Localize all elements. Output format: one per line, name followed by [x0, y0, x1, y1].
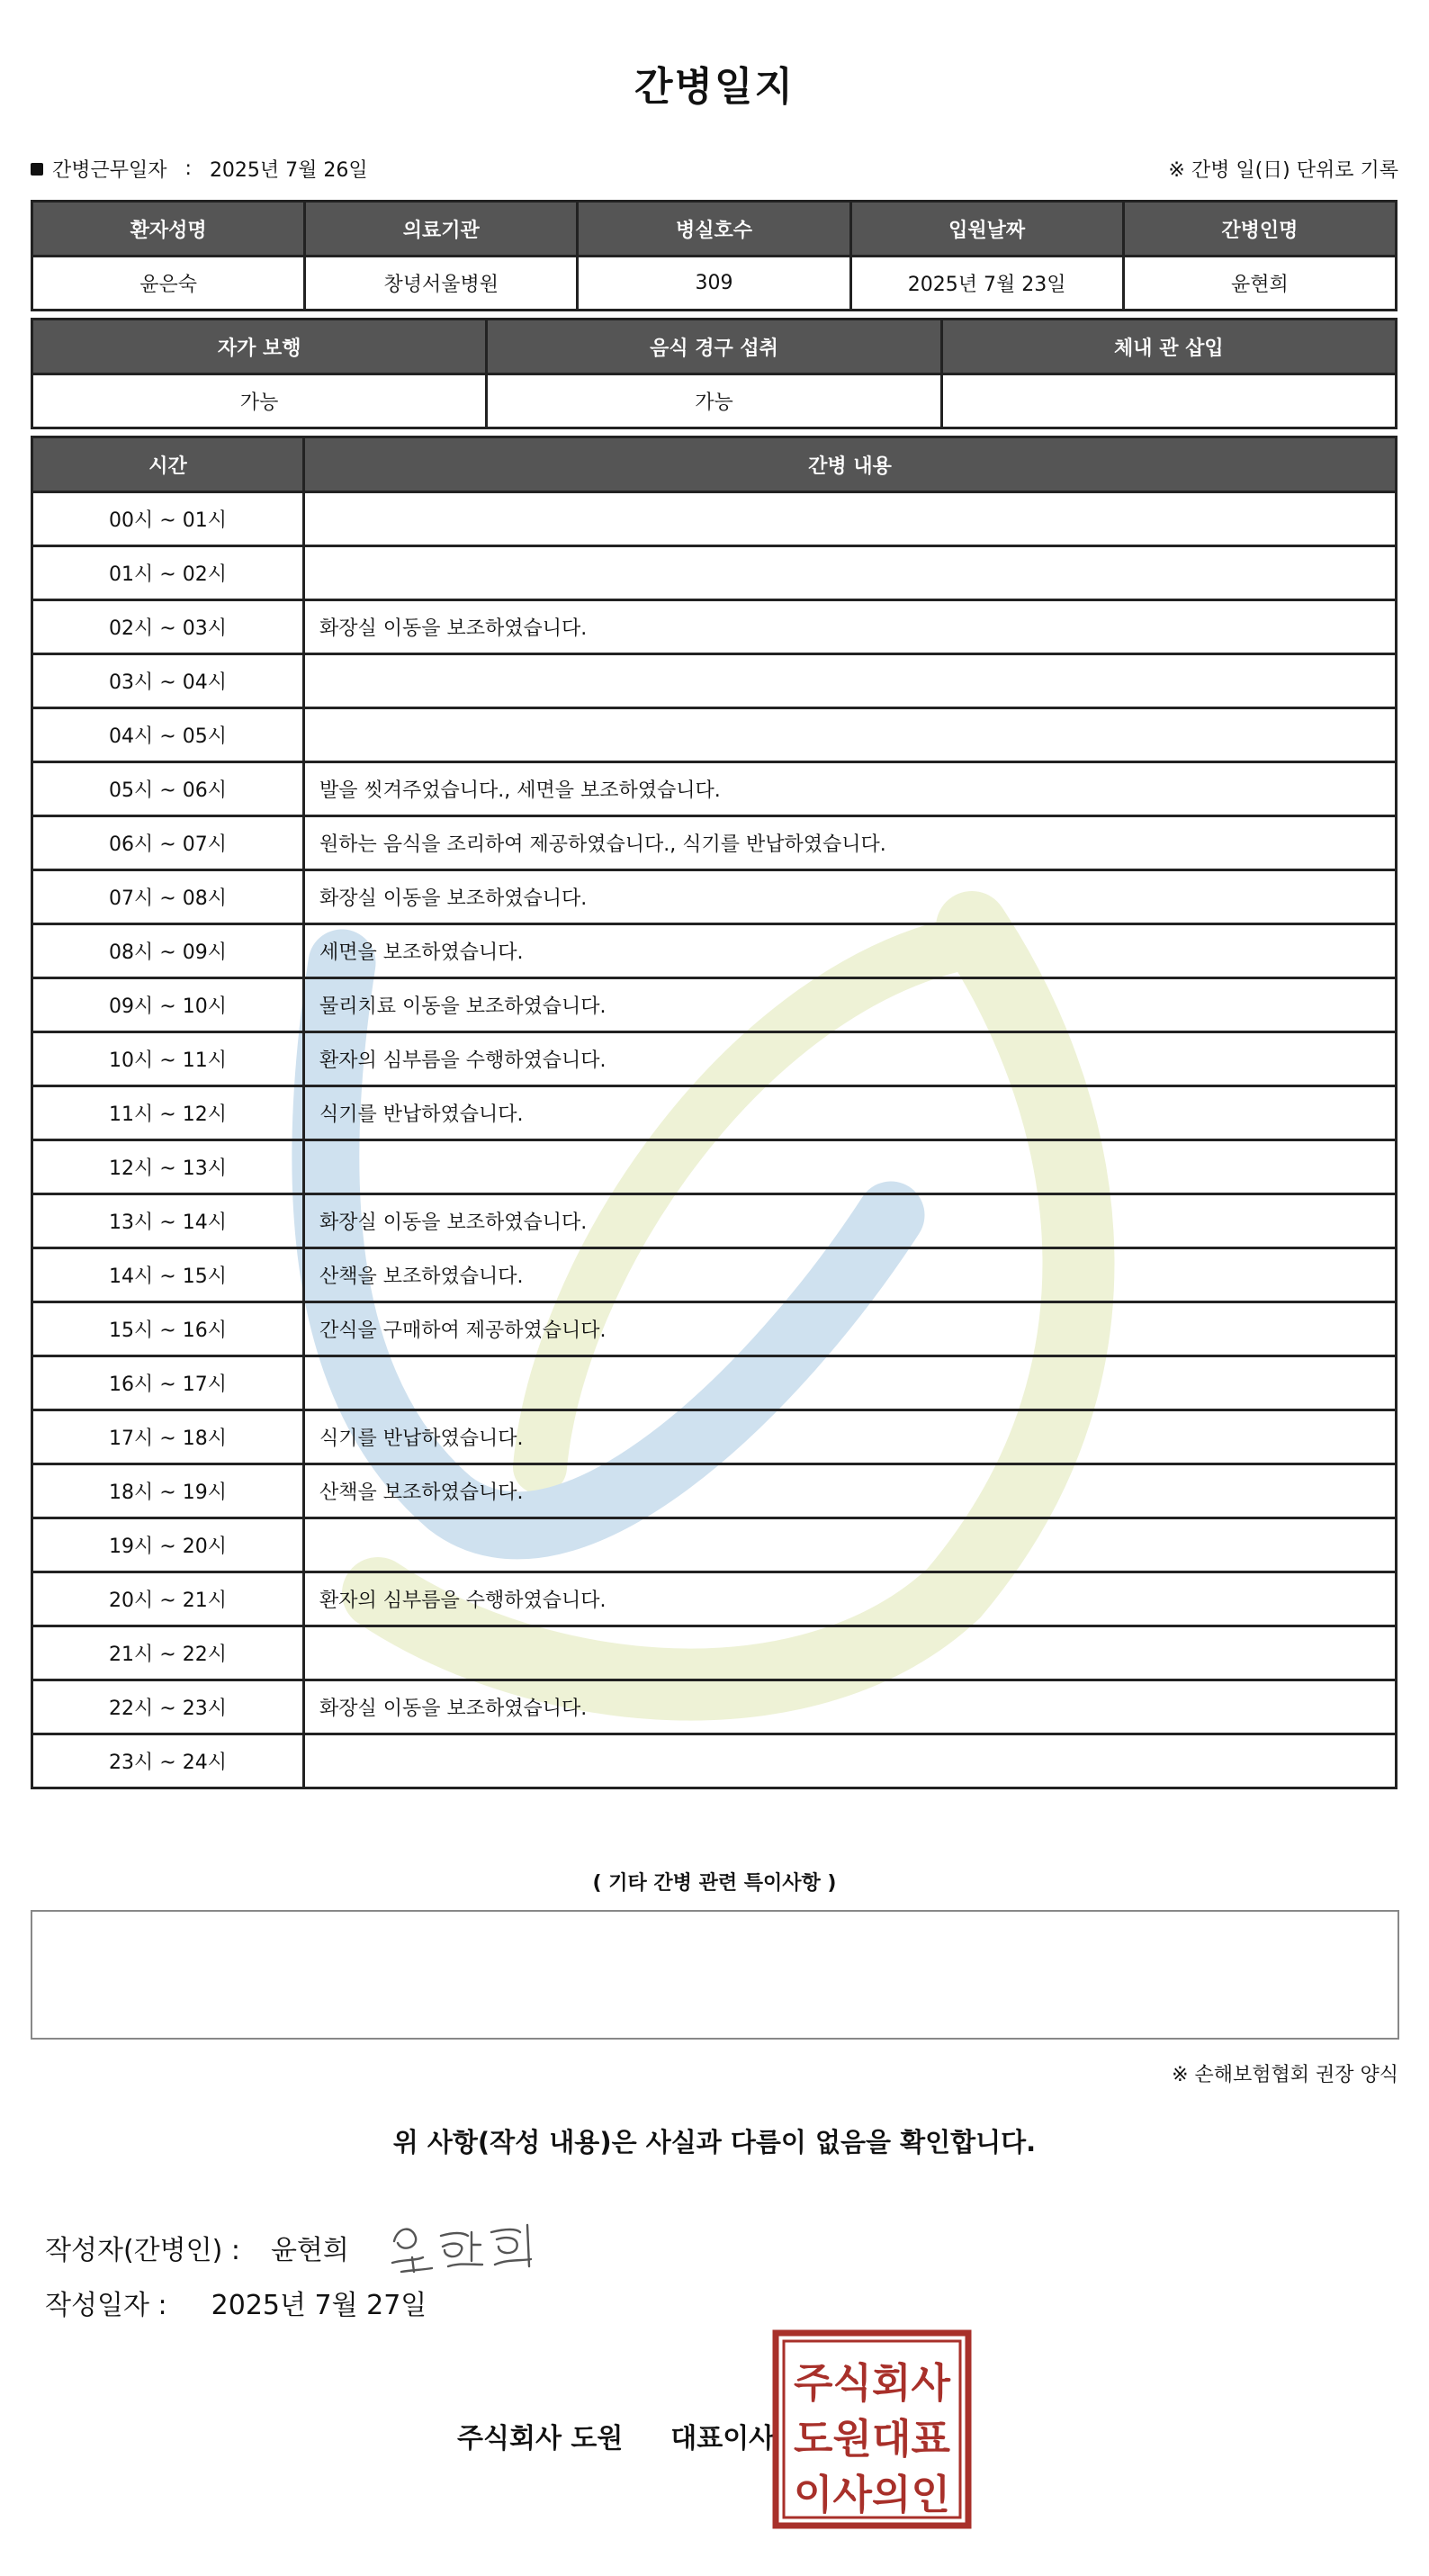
- condition-value-row: [32, 374, 1397, 428]
- care-log-time-cell: 04시 ~ 05시: [32, 708, 304, 762]
- care-log-row: [32, 708, 1397, 762]
- care-log-time-cell: 11시 ~ 12시: [32, 1086, 304, 1140]
- care-log-content-cell: 화장실 이동을 보조하였습니다.: [304, 1194, 1397, 1248]
- care-log-time-cell: 18시 ~ 19시: [32, 1464, 304, 1518]
- patient-info-header-row: [32, 202, 1397, 257]
- care-log-content-cell: 화장실 이동을 보조하였습니다.: [304, 870, 1397, 924]
- care-log-time-cell: 20시 ~ 21시: [32, 1572, 304, 1626]
- writer-label: 작성자(간병인) :: [45, 2235, 240, 2266]
- care-log-time-cell: 02시 ~ 03시: [32, 600, 304, 654]
- care-log-content-cell: 세면을 보조하였습니다.: [304, 924, 1397, 978]
- care-log-row: [32, 600, 1397, 654]
- care-log-content-cell: 물리치료 이동을 보조하였습니다.: [304, 978, 1397, 1032]
- care-log-content-cell: [304, 1518, 1397, 1572]
- care-log-row: [32, 1356, 1397, 1410]
- care-log-content-cell: [304, 654, 1397, 708]
- care-log-row: [32, 1302, 1397, 1356]
- care-log-row: [32, 492, 1397, 546]
- written-date-label: 작성일자 :: [45, 2290, 167, 2321]
- care-log-content-cell: 식기를 반납하였습니다.: [304, 1086, 1397, 1140]
- document-title: 간병일지: [634, 64, 795, 110]
- care-log-row: [32, 546, 1397, 600]
- care-log-content-cell: 환자의 심부름을 수행하였습니다.: [304, 1032, 1397, 1086]
- care-log-content-cell: [304, 1734, 1397, 1788]
- header-time: 시간: [32, 437, 304, 492]
- care-log-content-cell: [304, 492, 1397, 546]
- care-log-table: [31, 436, 1398, 1789]
- care-log-time-cell: 13시 ~ 14시: [32, 1194, 304, 1248]
- care-log-row: [32, 924, 1397, 978]
- writer-name: 윤현희: [270, 2235, 349, 2266]
- care-log-time-cell: 22시 ~ 23시: [32, 1680, 304, 1734]
- svg-text:도원대표: 도원대표: [794, 2415, 950, 2463]
- header-admission-date: 입원날짜: [850, 202, 1123, 257]
- care-log-time-cell: 16시 ~ 17시: [32, 1356, 304, 1410]
- patient-info-table: [31, 200, 1398, 311]
- admission-date-value: 2025년 7월 23일: [850, 257, 1123, 311]
- care-log-row: [32, 1086, 1397, 1140]
- header-tube-insertion: 체내 관 삽입: [941, 320, 1396, 374]
- patient-condition-table: [31, 318, 1398, 429]
- work-date-row: [31, 155, 368, 183]
- writer-row: [45, 2216, 547, 2279]
- care-log-time-cell: 23시 ~ 24시: [32, 1734, 304, 1788]
- handwritten-signature: [385, 2216, 547, 2279]
- company-signature-line: [457, 2416, 775, 2455]
- care-log-content-cell: [304, 1626, 1397, 1680]
- care-log-content-cell: 화장실 이동을 보조하였습니다.: [304, 600, 1397, 654]
- special-notes-box: [31, 1910, 1399, 2040]
- care-log-row: [32, 1464, 1397, 1518]
- care-log-content-cell: [304, 1140, 1397, 1194]
- care-log-content-cell: [304, 546, 1397, 600]
- care-log-time-cell: 15시 ~ 16시: [32, 1302, 304, 1356]
- patient-name-value: 윤은숙: [32, 257, 305, 311]
- care-log-time-cell: 09시 ~ 10시: [32, 978, 304, 1032]
- care-log-row: [32, 1518, 1397, 1572]
- care-log-time-cell: 03시 ~ 04시: [32, 654, 304, 708]
- care-log-time-cell: 06시 ~ 07시: [32, 816, 304, 870]
- care-log-content-cell: 환자의 심부름을 수행하였습니다.: [304, 1572, 1397, 1626]
- care-log-row: [32, 654, 1397, 708]
- care-log-row: [32, 1680, 1397, 1734]
- care-log-row: [32, 870, 1397, 924]
- header-caregiver-name: 간병인명: [1123, 202, 1396, 257]
- written-date-row: [45, 2283, 427, 2322]
- work-date-colon: :: [184, 158, 192, 180]
- work-date-value: 2025년 7월 26일: [209, 159, 368, 182]
- confirmation-statement: 위 사항(작성 내용)은 사실과 다름이 없음을 확인합니다.: [392, 2127, 1037, 2157]
- care-log-row: [32, 762, 1397, 816]
- care-log-time-cell: 07시 ~ 08시: [32, 870, 304, 924]
- recommended-form-note: ※ 손해보험협회 권장 양식: [1172, 2064, 1398, 2086]
- company-name: 주식회사 도원: [457, 2423, 624, 2454]
- header-room-number: 병실호수: [578, 202, 850, 257]
- care-log-time-cell: 10시 ~ 11시: [32, 1032, 304, 1086]
- care-log-row: [32, 1734, 1397, 1788]
- care-log-time-cell: 14시 ~ 15시: [32, 1248, 304, 1302]
- work-date-label: 간병근무일자: [52, 159, 167, 182]
- care-log-content-cell: 식기를 반납하였습니다.: [304, 1410, 1397, 1464]
- care-log-content-cell: 화장실 이동을 보조하였습니다.: [304, 1680, 1397, 1734]
- tube-insertion-value: [941, 374, 1396, 428]
- care-log-row: [32, 816, 1397, 870]
- header-hospital: 의료기관: [305, 202, 578, 257]
- care-log-time-cell: 17시 ~ 18시: [32, 1410, 304, 1464]
- care-log-row: [32, 1572, 1397, 1626]
- care-log-content-cell: 산책을 보조하였습니다.: [304, 1464, 1397, 1518]
- care-log-time-cell: 08시 ~ 09시: [32, 924, 304, 978]
- care-log-time-cell: 12시 ~ 13시: [32, 1140, 304, 1194]
- oral-intake-value: 가능: [487, 374, 941, 428]
- care-log-header-row: [32, 437, 1397, 492]
- care-log-content-cell: [304, 1356, 1397, 1410]
- header-oral-intake: 음식 경구 섭취: [487, 320, 941, 374]
- header-care-content: 간병 내용: [304, 437, 1397, 492]
- written-date-value: 2025년 7월 27일: [211, 2290, 427, 2321]
- care-log-row: [32, 1248, 1397, 1302]
- caregiver-name-value: 윤현희: [1123, 257, 1396, 311]
- care-log-row: [32, 1194, 1397, 1248]
- square-bullet-icon: [31, 163, 43, 176]
- daily-record-note: ※ 간병 일(日) 단위로 기록: [1168, 159, 1398, 182]
- care-log-row: [32, 978, 1397, 1032]
- svg-text:주식회사: 주식회사: [794, 2359, 950, 2407]
- care-log-content-cell: 산책을 보조하였습니다.: [304, 1248, 1397, 1302]
- care-log-content-cell: [304, 708, 1397, 762]
- care-log-content-cell: 발을 씻겨주었습니다., 세면을 보조하였습니다.: [304, 762, 1397, 816]
- svg-text:이사의인: 이사의인: [794, 2471, 950, 2518]
- care-log-body: [32, 492, 1397, 1788]
- room-number-value: 309: [578, 257, 850, 311]
- care-log-time-cell: 19시 ~ 20시: [32, 1518, 304, 1572]
- care-log-time-cell: 05시 ~ 06시: [32, 762, 304, 816]
- special-notes-title: ( 기타 간병 관련 특이사항 ): [592, 1872, 837, 1895]
- header-self-walking: 자가 보행: [32, 320, 487, 374]
- header-patient-name: 환자성명: [32, 202, 305, 257]
- care-log-row: [32, 1626, 1397, 1680]
- care-log-time-cell: 01시 ~ 02시: [32, 546, 304, 600]
- care-log-time-cell: 21시 ~ 22시: [32, 1626, 304, 1680]
- care-log-row: [32, 1410, 1397, 1464]
- care-log-content-cell: 원하는 음식을 조리하여 제공하였습니다., 식기를 반납하였습니다.: [304, 816, 1397, 870]
- ceo-label: 대표이사: [670, 2423, 776, 2454]
- condition-header-row: [32, 320, 1397, 374]
- patient-info-value-row: [32, 257, 1397, 311]
- care-log-row: [32, 1140, 1397, 1194]
- care-log-time-cell: 00시 ~ 01시: [32, 492, 304, 546]
- care-log-row: [32, 1032, 1397, 1086]
- self-walking-value: 가능: [32, 374, 487, 428]
- hospital-value: 창녕서울병원: [305, 257, 578, 311]
- care-log-content-cell: 간식을 구매하여 제공하였습니다.: [304, 1302, 1397, 1356]
- company-seal-stamp: [772, 2329, 972, 2529]
